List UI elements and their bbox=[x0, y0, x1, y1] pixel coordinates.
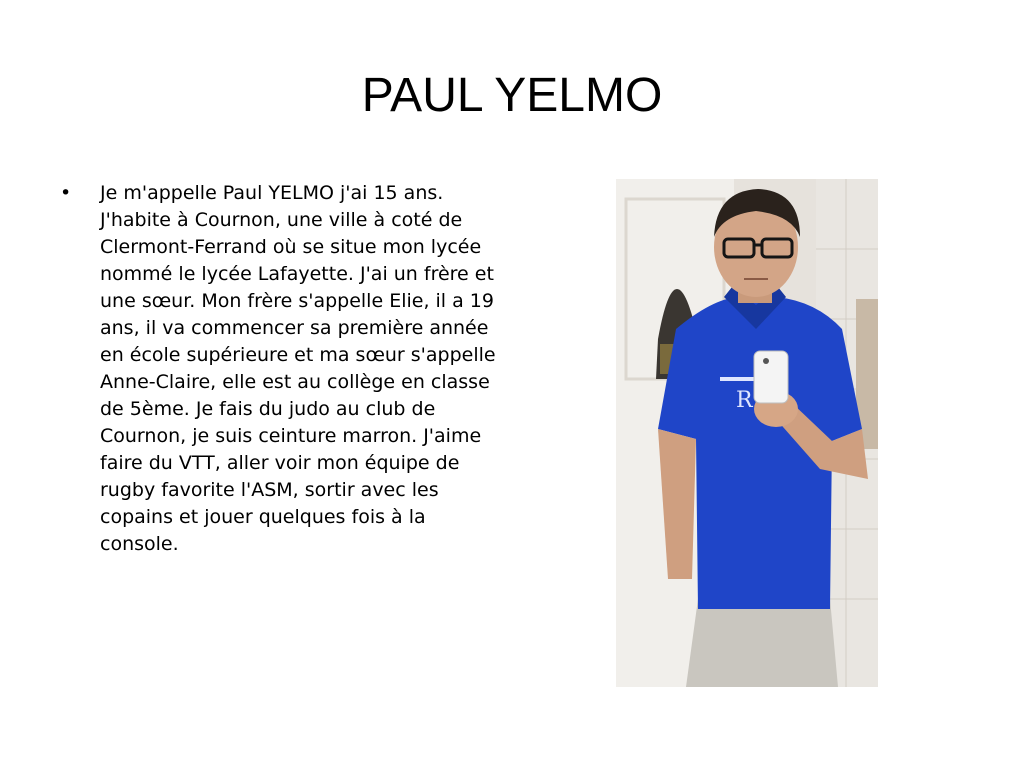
shirt-logo: R bbox=[736, 388, 753, 413]
portrait-photo bbox=[616, 179, 878, 687]
body-text bbox=[60, 180, 500, 558]
bullet-paragraph: Je m'appelle Paul YELMO j'ai 15 ans. J'habite à Cournon, une ville à coté de Clermont-Ferrand où se situe mon lycée nommé le lycée Lafayette. J'ai un frère et une sœur. Mon frère s'appelle Elie, il a 19 ans, il va commencer sa première année en école supérieure et ma sœur s'appelle Anne-Claire, elle est au collège en classe de 5ème. Je fais du judo au club de Cournon, je suis ceinture marron. J'aime faire du VTT, aller voir mon équipe de rugby favorite l'ASM, sortir avec les copains et jouer quelques fois à la console. bbox=[100, 182, 496, 555]
slide-title: PAUL YELMO bbox=[361, 69, 663, 122]
shorts bbox=[686, 599, 838, 687]
bullet-item bbox=[60, 180, 500, 558]
bullet-icon: • bbox=[60, 182, 72, 204]
smartphone bbox=[754, 351, 788, 403]
phone-camera bbox=[763, 358, 769, 364]
portrait-illustration bbox=[616, 179, 878, 687]
